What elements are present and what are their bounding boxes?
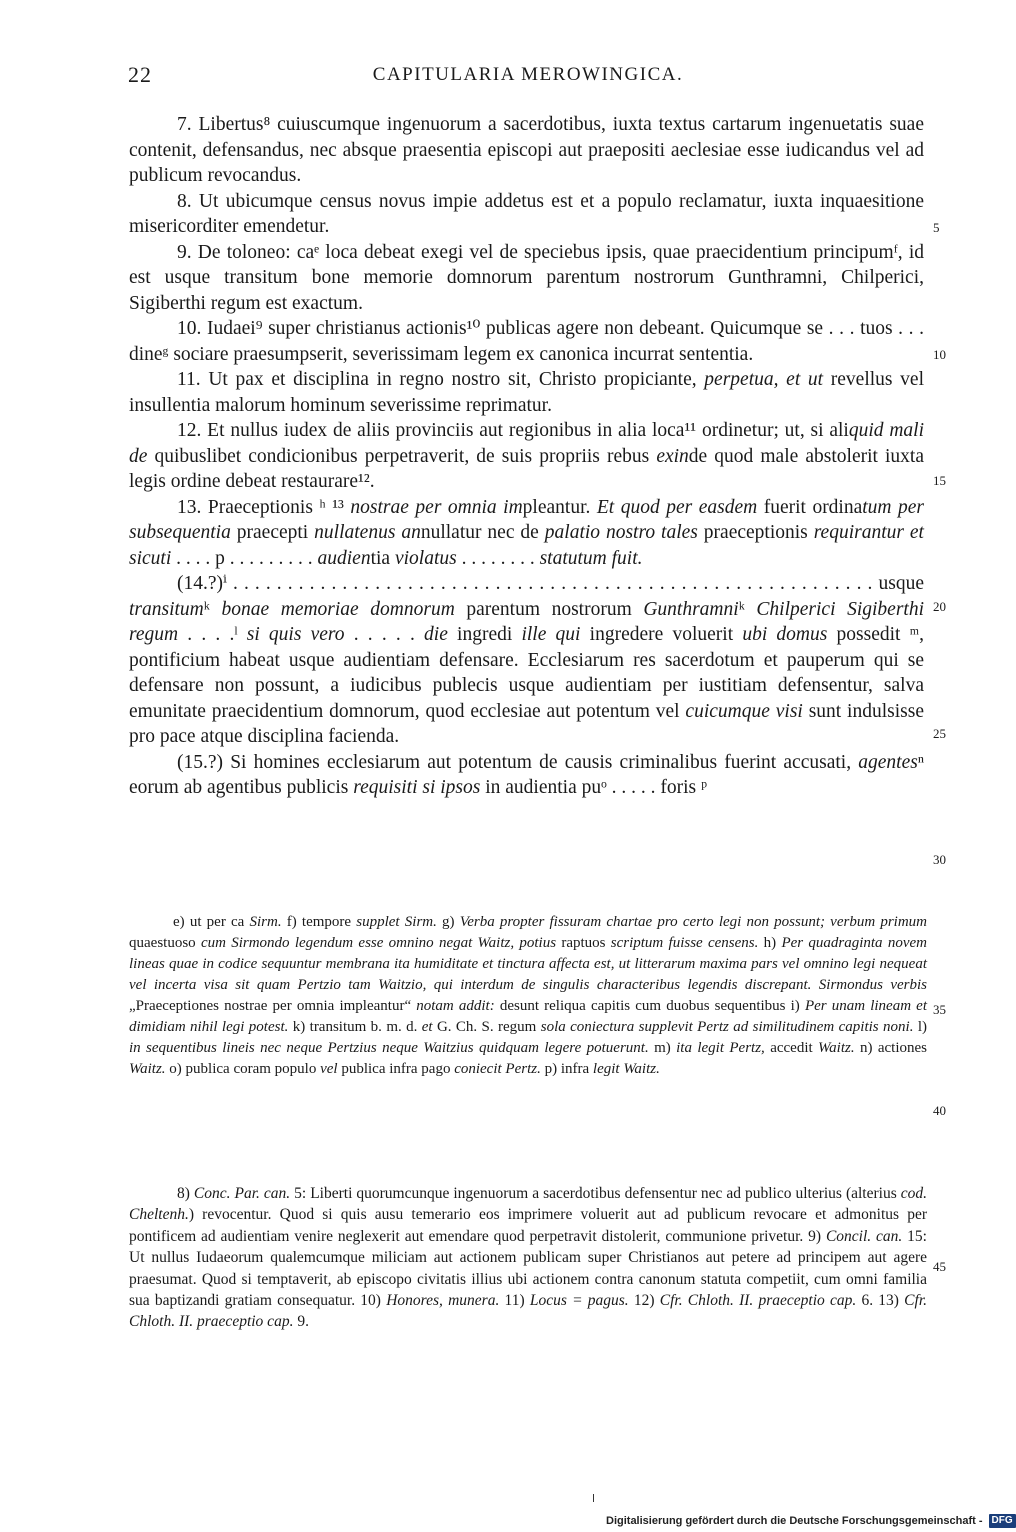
main-text	[129, 112, 924, 801]
paragraph-12: 12. Et nullus iudex de aliis provinciis aut regionibus in alia loca¹¹ ordinetur; ut, si aliquid mali de quibuslibet condicionibus perpetraverit, de suis propriis rebus exinde quod male abstolerit iuxta legis ordine debeat restaurare¹².	[129, 420, 925, 492]
dfg-credit-text: Digitalisierung gefördert durch die Deutsche Forschungsgemeinschaft -	[606, 1515, 983, 1527]
line-number: 5	[933, 220, 940, 235]
line-number: 45	[933, 1259, 946, 1274]
paragraph-7: 7. Libertus⁸ cuiuscumque ingenuorum a sacerdotibus, iuxta textus cartarum ingenuetatis suae contenit, defensandus, nec absque praesentia episcopi aut praepositi aeclesiae esse iudicandus vel ad publicum revocandus.	[129, 114, 924, 186]
line-number: 35	[933, 1002, 946, 1017]
paragraph-10: 10. Iudaei⁹ super christianus actionis¹⁰ publicas agere non debeant. Quicumque se . . . tuos . . . dineᵍ sociare praesumpserit, severissimam legem ex canonica incurrat sententia.	[129, 318, 924, 365]
critical-notes	[129, 912, 927, 1080]
page-number: 22	[128, 62, 152, 87]
page-mark	[593, 1494, 594, 1502]
source-notes-text: 8) Conc. Par. can. 5: Liberti quorumcunque ingenuorum a sacerdotibus defensentur nec ad publico ulterius (alterius cod. Cheltenh.) revocentur. Quod si quis ausu temerario eos imprimere voluerit aut ad publicum revocare et admonitus per pontificem ad audientiam venire neglexerit aut emendare quod perpetravit distolerit, communione privetur. 9) Concil. can. 15: Ut nullus Iudaeorum qualemcumque miliciam aut actionem publicam super Christianos aut petere ad principem aut agere praesumat. Quod si temptaverit, ab episcopo civitatis illius ubi actionem contra canonum statuta competiit, cum omni familia sua baptizandi gratiam consequatur. 10) Honores, munera. 11) Locus = pagus. 12) Cfr. Chloth. II. praeceptio cap. 6. 13) Cfr. Chloth. II. praeceptio cap. 9.	[129, 1185, 928, 1331]
line-number: 20	[933, 599, 946, 614]
paragraph-14: (14.?)ⁱ . . . . . . . . . . . . . . . . . . . . . . . . . . . . . . . . . . . . . . . . . . . . . . . . . . . . . . . . . . . usque transitumᵏ bonae memoriae domnorum parentum nostrorum Gunthramniᵏ Chilperici Sigiberthi regum . . . .ˡ si quis vero . . . . . die ingredi ille qui ingredere voluerit ubi domus possedit ᵐ, pontificium habeat usque audientiam defensare. Ecclesiarum res sacerdotum et pauperum qui se defensare non possunt, a iudicibus publecis usque audientiam per iustitiam defensentur, salva emunitate praecidentium domnorum, quod ecclesiae aut potentum vel cuicumque visi sunt indulsisse pro pace atque disciplina facienda.	[129, 573, 925, 747]
paragraph-11: 11. Ut pax et disciplina in regno nostro sit, Christo propiciante, perpetua, et ut revellus vel insullentia malorum hominum severissime reprimatur.	[129, 369, 925, 416]
line-number: 25	[933, 726, 946, 741]
dfg-logo-icon: DFG	[989, 1514, 1016, 1528]
line-number: 15	[933, 473, 946, 488]
page-header	[128, 62, 928, 90]
critical-notes-text: e) ut per ca Sirm. f) tempore supplet Sirm. g) Verba propter fissuram chartae pro certo legi non possunt; verbum primum quaestuoso cum Sirmondo legendum esse omnino negat Waitz, potius raptuos scriptum fuisse censens. h) Per quadraginta novem lineas quae in codice sequuntur membrana ita humiditate et tinctura affecta est, ut litterarum maxima pars vel omnino legi nequeat vel incerta visa sit quam Pertzio tam Waitzio, qui interdum de singulis characteribus legendis discrepant. Sirmondus verbis „Praeceptiones nostrae per omnia impleantur“ notam addit: desunt reliqua capitis cum duobus sequentibus i) Per unam lineam et dimidiam nihil legi potest. k) transitum b. m. d. et G. Ch. S. regum sola coniectura supplevit Pertz ad similitudinem capitis noni. l) in sequentibus lineis nec neque Pertzius neque Waitzius quidquam legere potuerunt. m) ita legit Pertz, accedit Waitz. n) actiones Waitz. o) publica coram populo vel publica infra pago coniecit Pertz. p) infra legit Waitz.	[129, 914, 928, 1077]
paragraph-9: 9. De toloneo: caᵉ loca debeat exegi vel de speciebus ipsis, quae praecidentium principumᶠ, id est usque transitum bone memorie domnorum parentum nostrorum Gunthramni, Chilperici, Sigiberthi regum est exactum.	[129, 241, 924, 314]
line-number: 30	[933, 852, 946, 867]
dfg-credit[interactable]	[606, 1512, 1016, 1530]
paragraph-15: (15.?) Si homines ecclesiarum aut potentum de causis criminalibus fuerint accusati, agentesⁿ eorum ab agentibus publicis requisiti si ipsos in audientia puᵒ . . . . . foris ᵖ	[129, 751, 924, 798]
line-number: 40	[933, 1103, 946, 1118]
paragraph-8: 8. Ut ubicumque census novus impie addetus est et a populo reclamatur, iuxta inquaesitione misericorditer emendetur.	[129, 190, 924, 237]
line-number: 10	[933, 347, 946, 362]
paragraph-13: 13. Praeceptionis ʰ ¹³ nostrae per omnia impleantur. Et quod per easdem fuerit ordinatum per subsequentia praecepti nullatenus annullatur nec de palatio nostro tales praeceptionis requirantur et sicuti . . . . p . . . . . . . . . audientia violatus . . . . . . . . statutum fuit.	[129, 496, 925, 569]
source-notes	[129, 1183, 927, 1333]
running-title: CAPITULARIA MEROWINGICA.	[372, 64, 684, 85]
